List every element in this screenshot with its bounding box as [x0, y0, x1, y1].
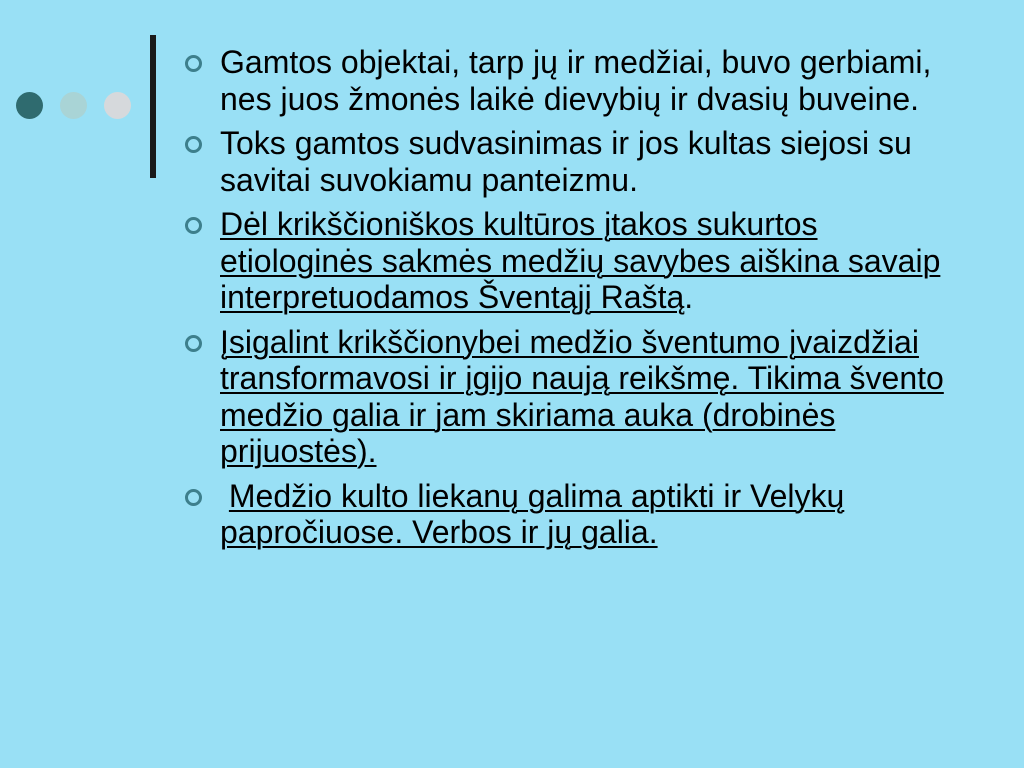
vertical-divider — [150, 35, 156, 178]
bullet-link[interactable]: Dėl krikščioniškos kultūros įtakos sukurtos etiologinės sakmės medžių savybes aiškina savaip interpretuodamos Šventąjį Raštą — [220, 206, 941, 315]
bullet-item-4 — [180, 324, 970, 470]
dot-dark — [16, 92, 43, 119]
bullet-text: Gamtos objektai, tarp jų ir medžiai, buvo gerbiami, nes juos žmonės laikė dievybių ir dvasių buveine. — [220, 44, 932, 117]
bullet-item-2 — [180, 125, 970, 198]
dot-mid — [60, 92, 87, 119]
ring-bullet-icon — [185, 55, 202, 72]
bullet-prefix — [220, 478, 229, 514]
ring-bullet-icon — [185, 335, 202, 352]
ring-bullet-icon — [185, 489, 202, 506]
ring-bullet-icon — [185, 136, 202, 153]
bullet-item-3 — [180, 206, 970, 316]
decorative-dots — [16, 92, 136, 122]
ring-bullet-icon — [185, 217, 202, 234]
bullet-suffix: . — [684, 279, 694, 315]
slide-content — [180, 44, 970, 559]
bullet-list — [180, 44, 970, 551]
dot-light — [104, 92, 131, 119]
bullet-item-5 — [180, 478, 970, 551]
bullet-link[interactable]: Medžio kulto liekanų galima aptikti ir Velykų papročiuose. Verbos ir jų galia. — [220, 477, 845, 550]
bullet-link[interactable]: Įsigalint krikščionybei medžio šventumo įvaizdžiai transformavosi ir įgijo naują reikšmę. Tikima švento medžio galia ir jam skiriama auka (drobinės prijuostės). — [220, 323, 944, 469]
bullet-text: Toks gamtos sudvasinimas ir jos kultas siejosi su savitai suvokiamu panteizmu. — [220, 125, 912, 198]
bullet-item-1 — [180, 44, 970, 117]
